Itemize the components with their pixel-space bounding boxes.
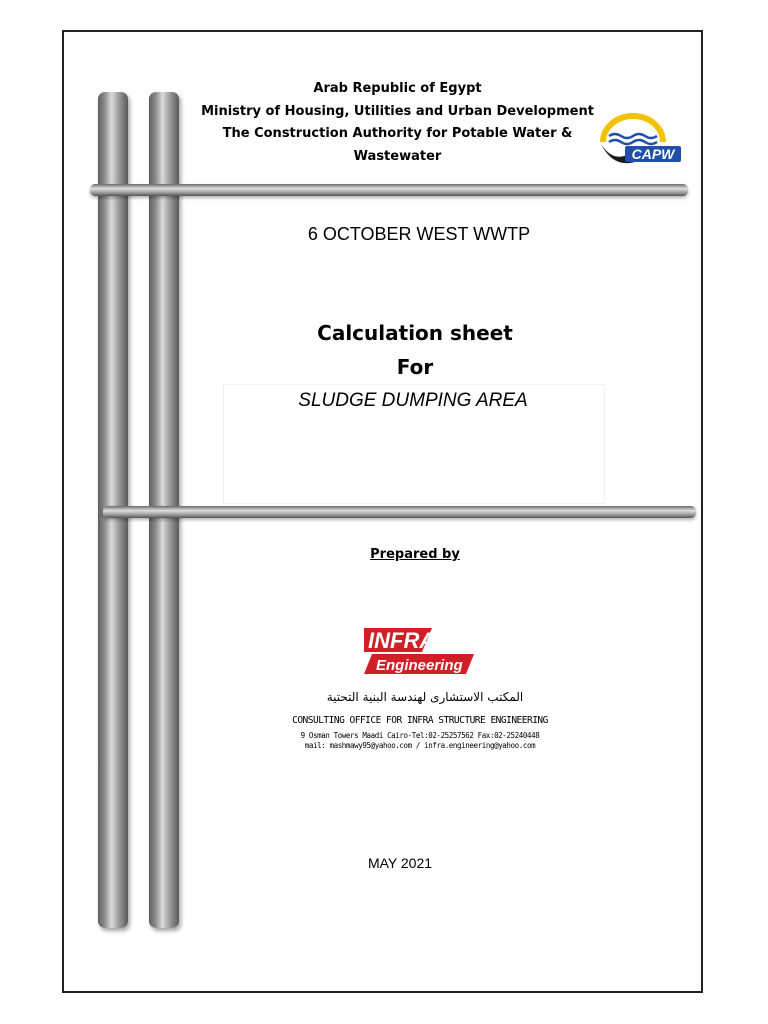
prepared-by-label: Prepared by (370, 547, 460, 562)
title-line-for: For (396, 355, 434, 379)
horizontal-pipe-middle (103, 506, 696, 518)
infra-engineering-logo (362, 626, 477, 678)
authority-header (200, 78, 595, 168)
consultant-address: 9 Osman Towers Maadi Cairo-Tel:02-25257562 Fax:02-25240448 (300, 731, 540, 740)
infra-logo-subtext: Engineering (376, 657, 463, 674)
header-line-ministry: Ministry of Housing, Utilities and Urban Development (201, 103, 594, 119)
title-line-calculation: Calculation sheet (317, 321, 513, 345)
capw-logo (597, 106, 683, 170)
consultant-email: mail: mashmawy95@yahoo.com / infra.engineering@yahoo.com (304, 741, 536, 750)
consultant-english-name: CONSULTING OFFICE FOR INFRA STRUCTURE ENGINEERING (292, 715, 548, 726)
consultant-arabic-name: المكتب الاستشارى لهندسة البنية التحتية (326, 690, 524, 704)
header-line-country: Arab Republic of Egypt (313, 81, 482, 96)
capw-logo-text: CAPW (631, 146, 675, 162)
header-line-wastewater: Wastewater (353, 148, 442, 164)
document-subject: SLUDGE DUMPING AREA (298, 390, 528, 411)
infra-logo-text: INFRA (368, 628, 436, 653)
header-line-authority: The Construction Authority for Potable Water & (222, 126, 573, 141)
document-title (260, 316, 570, 384)
project-name: 6 OCTOBER WEST WWTP (307, 224, 531, 244)
horizontal-pipe-top (90, 184, 688, 196)
document-date: MAY 2021 (367, 855, 433, 871)
